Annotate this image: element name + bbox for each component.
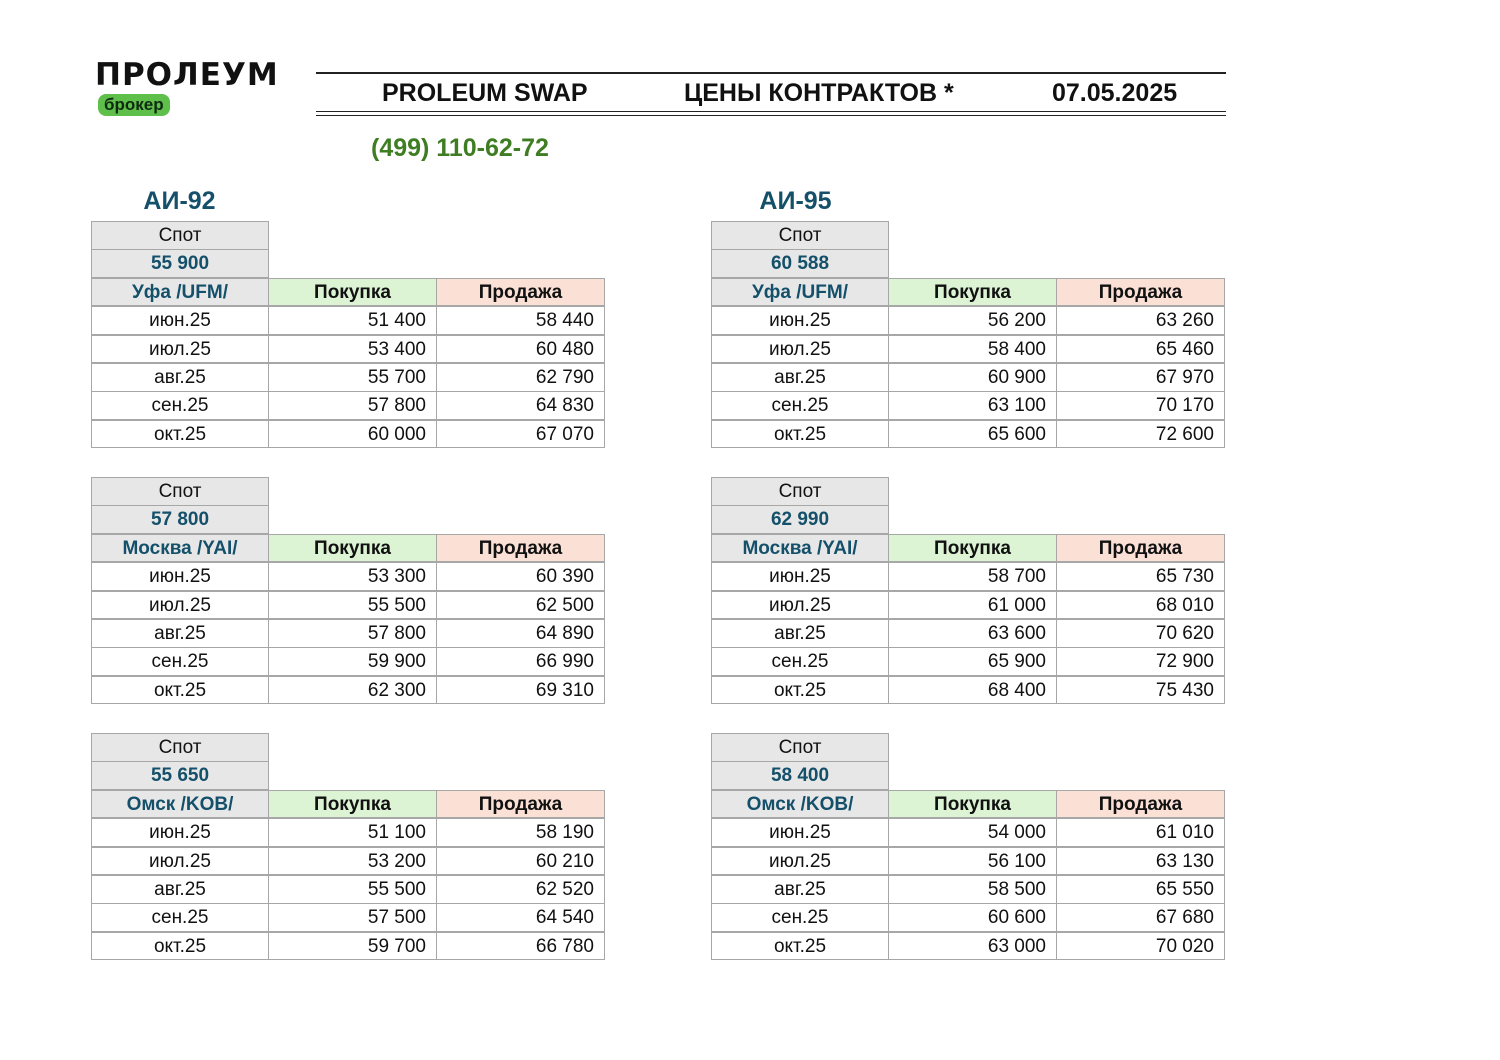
report-date: 07.05.2025	[1052, 79, 1178, 107]
spot-label: Спот	[711, 477, 889, 506]
phone-number[interactable]: (499) 110-62-72	[371, 134, 549, 162]
contract-month: авг.25	[711, 619, 889, 648]
contract-month: июл.25	[91, 847, 269, 876]
sell-price: 67 070	[436, 420, 605, 449]
sell-price: 67 680	[1056, 903, 1225, 932]
logo-badge: брокер	[98, 94, 170, 116]
sell-price: 60 390	[436, 562, 605, 591]
buy-price: 56 200	[888, 306, 1057, 335]
sell-price: 61 010	[1056, 818, 1225, 847]
buy-price: 53 200	[268, 847, 437, 876]
location-header: Уфа /UFM/	[711, 278, 889, 307]
location-header: Омск /KOB/	[91, 790, 269, 819]
buy-price: 58 700	[888, 562, 1057, 591]
spot-label: Спот	[711, 221, 889, 250]
price-table	[711, 733, 1225, 963]
buy-price: 68 400	[888, 676, 1057, 705]
sell-price: 69 310	[436, 676, 605, 705]
spot-label: Спот	[91, 477, 269, 506]
sell-price: 62 520	[436, 875, 605, 904]
spot-price: 55 900	[91, 249, 269, 278]
location-header: Уфа /UFM/	[91, 278, 269, 307]
sell-price: 75 430	[1056, 676, 1225, 705]
spot-label: Спот	[91, 733, 269, 762]
contract-month: июн.25	[711, 818, 889, 847]
buy-price: 58 400	[888, 335, 1057, 364]
contract-month: июн.25	[91, 306, 269, 335]
sell-price: 63 130	[1056, 847, 1225, 876]
sell-price: 58 190	[436, 818, 605, 847]
buy-price: 51 100	[268, 818, 437, 847]
contract-month: июн.25	[91, 562, 269, 591]
buy-price: 55 700	[268, 363, 437, 392]
contract-month: июл.25	[711, 847, 889, 876]
sell-price: 67 970	[1056, 363, 1225, 392]
header-rule-bottom	[316, 111, 1226, 112]
contract-month: июн.25	[711, 306, 889, 335]
contract-month: окт.25	[711, 932, 889, 961]
spot-label: Спот	[91, 221, 269, 250]
buy-header: Покупка	[888, 534, 1057, 563]
location-header: Омск /KOB/	[711, 790, 889, 819]
sell-price: 64 540	[436, 903, 605, 932]
location-header: Москва /YAI/	[711, 534, 889, 563]
sell-price: 65 730	[1056, 562, 1225, 591]
buy-price: 55 500	[268, 875, 437, 904]
sell-header: Продажа	[1056, 534, 1225, 563]
sell-price: 72 600	[1056, 420, 1225, 449]
spot-price: 60 588	[711, 249, 889, 278]
buy-price: 53 400	[268, 335, 437, 364]
price-table	[91, 477, 605, 707]
buy-header: Покупка	[268, 534, 437, 563]
buy-price: 58 500	[888, 875, 1057, 904]
header-rule-bottom-double	[316, 115, 1226, 116]
buy-price: 53 300	[268, 562, 437, 591]
sell-price: 60 480	[436, 335, 605, 364]
sell-header: Продажа	[1056, 790, 1225, 819]
contract-month: сен.25	[711, 391, 889, 420]
logo	[95, 58, 295, 122]
contract-month: авг.25	[711, 875, 889, 904]
spot-price: 62 990	[711, 505, 889, 534]
buy-price: 57 500	[268, 903, 437, 932]
sell-price: 72 900	[1056, 647, 1225, 676]
spot-price: 58 400	[711, 761, 889, 790]
contract-month: июл.25	[711, 335, 889, 364]
spot-label: Спот	[711, 733, 889, 762]
logo-wordmark: ПРОЛЕУМ	[95, 57, 279, 93]
contract-month: июл.25	[711, 591, 889, 620]
buy-header: Покупка	[268, 278, 437, 307]
buy-header: Покупка	[268, 790, 437, 819]
header-rule-top	[316, 72, 1226, 74]
contract-month: сен.25	[91, 391, 269, 420]
contract-month: авг.25	[711, 363, 889, 392]
buy-price: 60 900	[888, 363, 1057, 392]
contract-month: июн.25	[91, 818, 269, 847]
sell-header: Продажа	[436, 278, 605, 307]
sell-price: 70 020	[1056, 932, 1225, 961]
sell-price: 63 260	[1056, 306, 1225, 335]
sell-header: Продажа	[1056, 278, 1225, 307]
buy-price: 65 600	[888, 420, 1057, 449]
contract-month: авг.25	[91, 875, 269, 904]
price-table	[711, 221, 1225, 451]
buy-price: 62 300	[268, 676, 437, 705]
buy-price: 54 000	[888, 818, 1057, 847]
contract-month: сен.25	[711, 647, 889, 676]
sell-price: 66 780	[436, 932, 605, 961]
contract-month: июл.25	[91, 591, 269, 620]
price-table	[711, 477, 1225, 707]
contract-month: сен.25	[91, 903, 269, 932]
buy-price: 51 400	[268, 306, 437, 335]
sell-header: Продажа	[436, 534, 605, 563]
product-title-ai95: АИ-95	[759, 187, 832, 215]
buy-price: 59 900	[268, 647, 437, 676]
sell-price: 65 460	[1056, 335, 1225, 364]
sell-price: 62 790	[436, 363, 605, 392]
buy-price: 63 000	[888, 932, 1057, 961]
contract-month: июл.25	[91, 335, 269, 364]
sell-price: 62 500	[436, 591, 605, 620]
contract-month: авг.25	[91, 363, 269, 392]
contract-month: июн.25	[711, 562, 889, 591]
buy-price: 63 600	[888, 619, 1057, 648]
contract-month: окт.25	[711, 676, 889, 705]
contract-month: окт.25	[91, 932, 269, 961]
contract-month: авг.25	[91, 619, 269, 648]
contract-month: окт.25	[711, 420, 889, 449]
buy-price: 65 900	[888, 647, 1057, 676]
buy-price: 60 000	[268, 420, 437, 449]
location-header: Москва /YAI/	[91, 534, 269, 563]
contract-month: окт.25	[91, 420, 269, 449]
sell-price: 64 890	[436, 619, 605, 648]
sell-price: 60 210	[436, 847, 605, 876]
buy-price: 61 000	[888, 591, 1057, 620]
buy-price: 57 800	[268, 619, 437, 648]
page-title: ЦЕНЫ КОНТРАКТОВ *	[684, 79, 954, 107]
contract-month: сен.25	[91, 647, 269, 676]
sell-header: Продажа	[436, 790, 605, 819]
sell-price: 70 620	[1056, 619, 1225, 648]
buy-price: 60 600	[888, 903, 1057, 932]
buy-header: Покупка	[888, 790, 1057, 819]
sell-price: 64 830	[436, 391, 605, 420]
contract-month: окт.25	[91, 676, 269, 705]
buy-price: 55 500	[268, 591, 437, 620]
buy-price: 63 100	[888, 391, 1057, 420]
sell-price: 68 010	[1056, 591, 1225, 620]
brand-title: PROLEUM SWAP	[382, 79, 588, 107]
contract-month: сен.25	[711, 903, 889, 932]
buy-price: 56 100	[888, 847, 1057, 876]
sell-price: 66 990	[436, 647, 605, 676]
buy-price: 57 800	[268, 391, 437, 420]
sell-price: 65 550	[1056, 875, 1225, 904]
buy-header: Покупка	[888, 278, 1057, 307]
product-title-ai92: АИ-92	[143, 187, 216, 215]
buy-price: 59 700	[268, 932, 437, 961]
price-table	[91, 733, 605, 963]
sell-price: 70 170	[1056, 391, 1225, 420]
spot-price: 55 650	[91, 761, 269, 790]
sell-price: 58 440	[436, 306, 605, 335]
spot-price: 57 800	[91, 505, 269, 534]
price-table	[91, 221, 605, 451]
